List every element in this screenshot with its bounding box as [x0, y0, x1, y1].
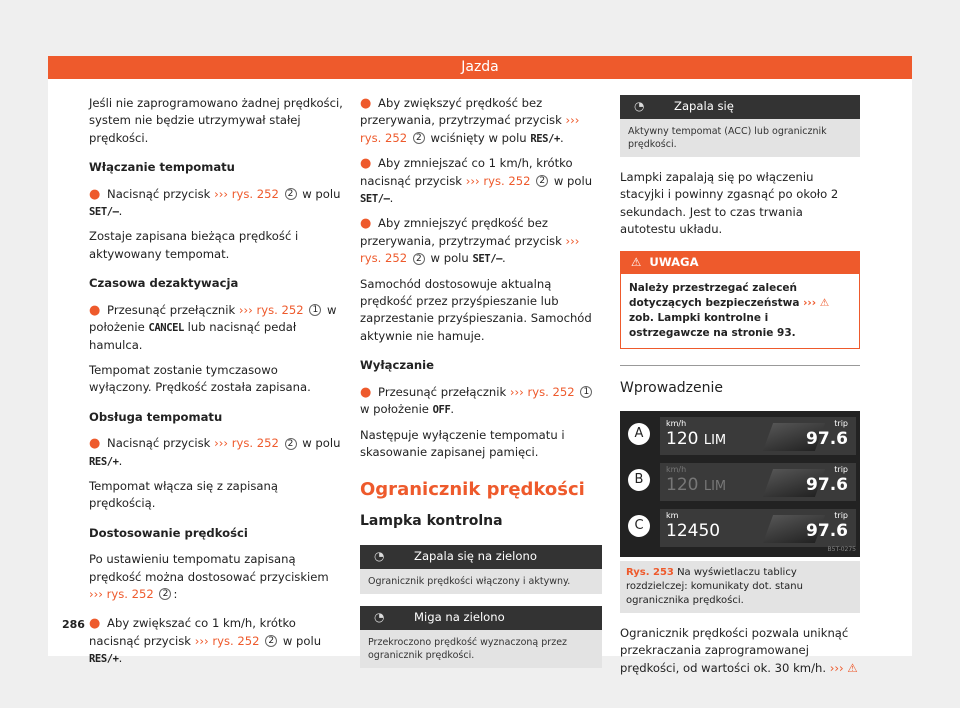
bullet-item: ● Przesunąć przełącznik ››› rys. 252 1 w położenie CANCEL lub nacisnąć pedał hamulca.	[89, 302, 337, 353]
heading-enable: Włączanie tempomatu	[89, 160, 235, 175]
figure-link[interactable]: rys. 252	[212, 633, 260, 648]
warning-title: UWAGA	[649, 254, 699, 269]
speedometer-icon: ◔	[374, 549, 385, 564]
section-title: Ogranicznik prędkości	[360, 479, 585, 501]
arrows-icon: ›››	[214, 186, 228, 201]
paragraph: Jeśli nie zaprogramowano żadnej prędkości, system nie będzie utrzymywał stałej prędkości.	[89, 96, 343, 145]
speedometer-icon: ◔	[634, 99, 645, 114]
paragraph: Ogranicznik prędkości pozwala uniknąć przekraczania zaprogramowanej prędkości, od wartości ok. 30 km/h. ››› ⚠	[620, 626, 858, 675]
warning-box: ⚠ UWAGA Należy przestrzegać zaleceń dotyczących bezpieczeństwa ››› ⚠ zob. Lampki kontrolne i ostrzegawcze na stronie 93.	[620, 251, 860, 349]
callout-number: 1	[309, 304, 321, 316]
column-3	[620, 95, 860, 689]
subsection-title: Lampka kontrolna	[360, 513, 503, 530]
bullet-item: ● Aby zwiększyć prędkość bez przerywania, przytrzymać przycisk ››› rys. 252 2 wciśnięty w polu RES/+.	[360, 96, 580, 145]
key-label: SET/–	[89, 206, 119, 219]
key-label: RES/+	[89, 653, 119, 666]
warning-icon: ⚠	[819, 296, 830, 309]
heading-use: Obsługa tempomatu	[89, 409, 223, 424]
key-label: SET/–	[360, 193, 390, 206]
column-1	[89, 95, 344, 676]
lamp-box	[360, 606, 602, 668]
row-label: C	[628, 515, 650, 537]
column-2	[360, 95, 602, 680]
bullet-item: ● Aby zmniejszyć prędkość bez przerywania, przytrzymać przycisk ››› rys. 252 2 w polu SET/–.	[360, 216, 580, 266]
lamp-description: Aktywny tempomat (ACC) lub ogranicznik prędkości.	[620, 119, 860, 157]
paragraph: Następuje wyłączenie tempomatu i skasowanie zapisanej pamięci.	[360, 427, 565, 459]
arrows-icon: ›››	[829, 660, 844, 675]
callout-number: 2	[285, 188, 297, 200]
bullet-icon: ●	[89, 186, 101, 202]
page-header: Jazda	[48, 56, 912, 79]
lamp-title: Zapala się	[674, 99, 734, 114]
figure-row-b: B km/h 120 LIM trip 97.6	[620, 461, 860, 503]
bullet-icon: ●	[89, 436, 101, 452]
figure-number: Rys. 253	[626, 567, 674, 579]
arrows-icon: ›››	[89, 586, 103, 601]
key-label: RES/+	[89, 455, 119, 468]
figure-link[interactable]: rys. 252	[231, 186, 279, 201]
warning-icon: ⚠	[631, 254, 642, 269]
bullet-icon: ●	[360, 96, 372, 111]
divider	[620, 365, 860, 366]
arrows-icon: ›››	[214, 436, 228, 451]
callout-number: 2	[159, 588, 171, 600]
lamp-title: Miga na zielono	[414, 610, 505, 625]
figure-link[interactable]: rys. 252	[360, 130, 408, 145]
paragraph: Tempomat włącza się z zapisaną prędkością.	[89, 478, 278, 511]
figure-link[interactable]: rys. 252	[360, 251, 408, 266]
dashboard-figure	[620, 411, 860, 557]
bullet-item: ● Aby zmniejszać co 1 km/h, krótko nacisnąć przycisk ››› rys. 252 2 w polu SET/–.	[360, 156, 593, 206]
arrows-icon: ›››	[465, 173, 480, 188]
key-label: SET/–	[472, 253, 503, 266]
bullet-item: ● Przesunąć przełącznik ››› rys. 252 1 w położenie OFF.	[360, 384, 602, 420]
figure-link[interactable]: rys. 252	[256, 302, 304, 317]
bullet-icon: ●	[360, 216, 372, 232]
callout-number: 2	[285, 438, 297, 450]
lamp-title: Zapala się na zielono	[414, 549, 537, 564]
paragraph: Samochód dostosowuje aktualną prędkość przez przyśpieszanie lub zaprzestanie przyśpieszania. Samochód aktywnie nie hamuje.	[360, 276, 592, 343]
bullet-item: ● Aby zwiększać co 1 km/h, krótko nacisnąć przycisk ››› rys. 252 2 w polu RES/+.	[89, 616, 322, 666]
arrows-icon: ›››	[238, 302, 253, 317]
heading-off: Wyłączanie	[360, 358, 435, 373]
row-label: B	[628, 469, 650, 491]
paragraph: Zostaje zapisana bieżąca prędkość i aktywowany tempomat.	[89, 229, 299, 261]
speedometer-icon: ◔	[374, 610, 385, 625]
bullet-icon: ●	[89, 302, 101, 318]
bullet-icon: ●	[89, 616, 101, 632]
arrows-icon: ›››	[194, 633, 209, 648]
figure-link[interactable]: rys. 252	[106, 586, 154, 601]
bullet-item: ● Nacisnąć przycisk ››› rys. 252 2 w polu SET/–.	[89, 186, 341, 219]
callout-number: 2	[413, 132, 425, 144]
lamp-description: Ogranicznik prędkości włączony i aktywny.	[360, 569, 602, 594]
key-label: OFF	[432, 404, 451, 417]
arrows-icon: ›››	[565, 233, 580, 248]
figure-link[interactable]: rys. 252	[231, 436, 279, 451]
paragraph: Lampki zapalają się po włączeniu stacyjki i powinny zgasnąć po około 2 sekundach. Jest to czas trwania autotestu układu.	[620, 170, 839, 237]
figure-link[interactable]: rys. 252	[483, 173, 531, 188]
key-label: CANCEL	[148, 322, 184, 335]
lamp-box	[360, 545, 602, 594]
paragraph: Po ustawieniu tempomatu zapisaną prędkość można dostosować przyciskiem ››› rys. 252 2 :	[89, 552, 329, 601]
arrows-icon: ›››	[509, 384, 524, 399]
figure-caption: Rys. 253 Na wyświetlaczu tablicy rozdzielczej: komunikaty dot. stanu ogranicznika prędkości.	[620, 561, 860, 613]
figure-row-c: C km 12450 trip 97.6	[620, 507, 860, 549]
bullet-icon: ●	[360, 156, 372, 172]
warning-icon[interactable]: ⚠	[847, 660, 858, 675]
heading-adjust: Dostosowanie prędkości	[89, 525, 248, 540]
figure-code: B5T-0275	[827, 545, 856, 553]
callout-number: 2	[536, 175, 548, 187]
bullet-item: ● Nacisnąć przycisk ››› rys. 252 2 w polu RES/+.	[89, 436, 341, 468]
figure-row-a: A km/h 120 LIM trip 97.6	[620, 415, 860, 457]
callout-number: 2	[265, 635, 277, 647]
callout-number: 1	[580, 386, 592, 398]
row-label: A	[628, 423, 650, 445]
arrows-icon: ›››	[565, 113, 580, 128]
bullet-icon: ●	[360, 384, 372, 400]
warning-link[interactable]: zob. Lampki kontrolne i ostrzegawcze na stronie 93.	[629, 311, 796, 339]
section-heading: Wprowadzenie	[620, 379, 723, 396]
key-label: RES/+	[530, 132, 560, 145]
page-number: 286	[62, 618, 85, 631]
figure-link[interactable]: rys. 252	[527, 384, 575, 399]
lamp-box	[620, 95, 860, 157]
heading-deactivate: Czasowa dezaktywacja	[89, 276, 239, 291]
paragraph: Tempomat zostanie tymczasowo wyłączony. Prędkość została zapisana.	[89, 362, 311, 395]
callout-number: 2	[413, 253, 425, 265]
lamp-description: Przekroczono prędkość wyznaczoną przez ogranicznik prędkości.	[360, 630, 602, 668]
arrows-icon: ›››	[803, 296, 817, 309]
